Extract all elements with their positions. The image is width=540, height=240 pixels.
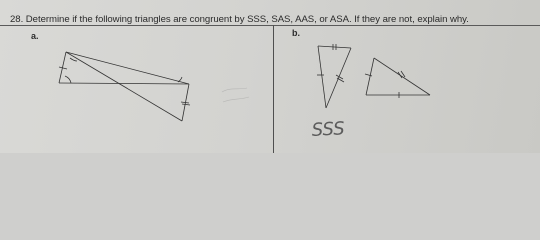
triangle-a-right <box>66 52 189 121</box>
part-b-label: b. <box>292 28 300 38</box>
part-b-figure <box>317 44 430 108</box>
triangle-b-right <box>366 58 430 95</box>
tick-mark <box>398 72 402 78</box>
part-a-figure <box>59 52 190 121</box>
tick-mark <box>182 104 190 105</box>
question-prompt: 28. Determine if the following triangles are congruent by SSS, SAS, AAS, or ASA. If they are not, explain why. <box>10 14 469 25</box>
tick-mark <box>365 74 372 76</box>
angle-mark <box>65 76 71 83</box>
triangle-a-left <box>59 52 189 84</box>
triangle-b-left <box>318 46 351 108</box>
erased-marks <box>222 88 249 102</box>
part-a-label: a. <box>31 31 39 41</box>
angle-mark <box>70 58 77 61</box>
tick-mark <box>181 102 189 103</box>
handwritten-answer: SSS <box>311 118 346 141</box>
tick-mark <box>59 67 67 69</box>
